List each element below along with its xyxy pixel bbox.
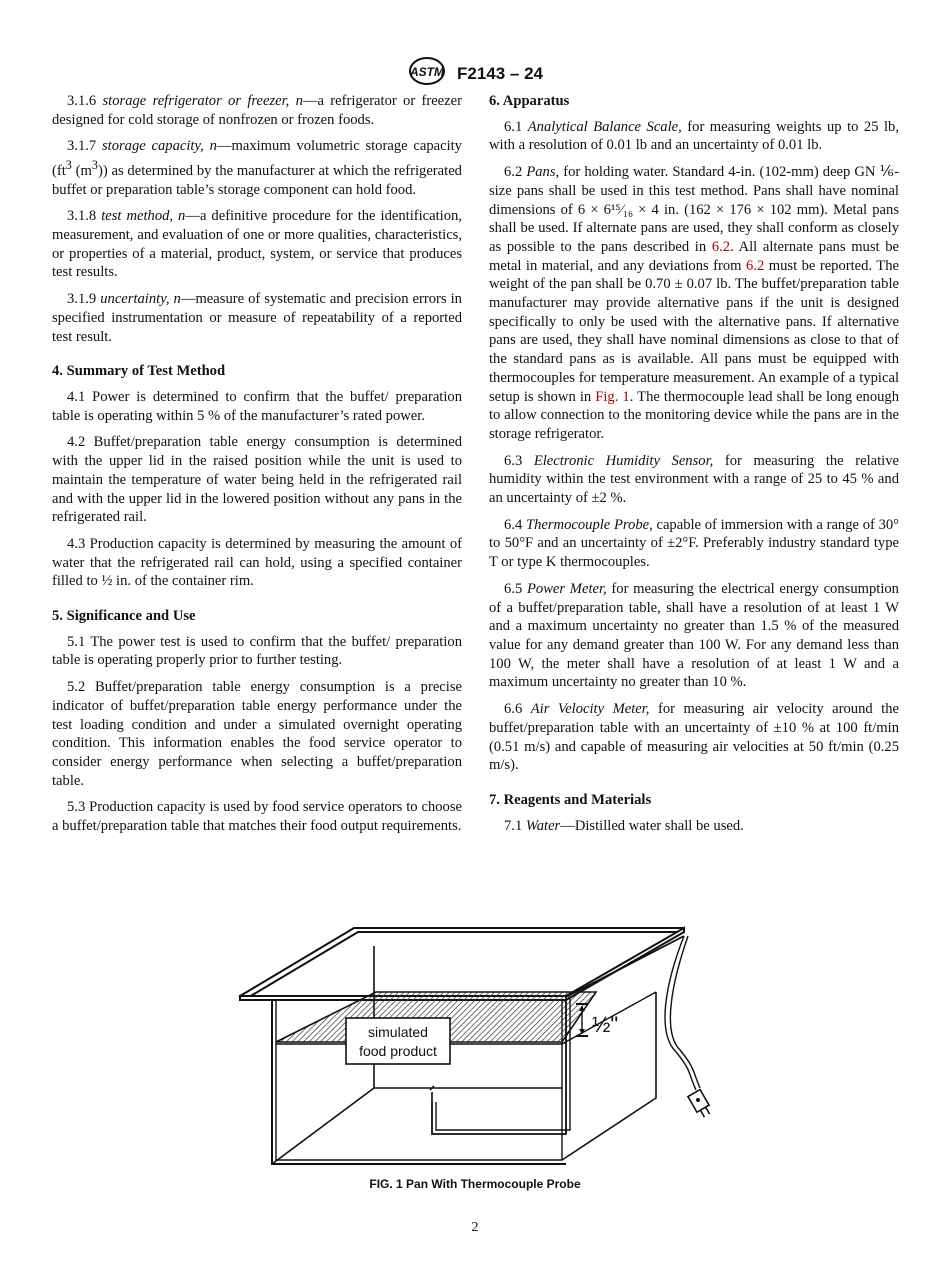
section-6-2: 6.2 Pans, for holding water. Standard 4-in. (102-mm) deep GN ⅙-size pans shall be used in this test method. Pans shall have nominal dimensions of 6 × 6¹⁵⁄₁₆ × 4 in. (162 × 176 × 102 mm). Metal pans shall be used. If alternate pans are used, they shall conform as closely as possible to the pans described in 6.2. All alternate pans must be metal in material, and any deviations from 6.2 must be reported. The weight of the pan shall be 0.70 ± 0.07 lb. The buffet/preparation table manufacturer may provide alternative pans if the unit is designed specifically to only be used with the alternative pans. If alternative pans are used, they shall have nominal dimensions as close to that of the standard pans as is available. All pans must be equipped with thermocouples for temperature measurement. An example of a typical setup is shown in Fig. 1. The thermocouple lead shall be long enough to allow connection to the monitoring device while the pans are in the storage refrigerator.	[489, 164, 900, 442]
section-5-3: 5.3 Production capacity is used by food service operators to choose a buffet/preparation table that matches their food output requirements.	[52, 799, 462, 835]
heading-reagents-and-materials: 7. Reagents and Materials	[489, 791, 652, 808]
section-3-1-7: 3.1.7 storage capacity, n—maximum volumetric storage capacity ($ft^3$ $(m^3)$) as determined by the manufacturer at which the refrigerated buffet or preparation table’s storage component can hold food.	[52, 138, 462, 198]
section-6-6: 6.6 Air Velocity Meter, for measuring air velocity around the buffet/preparation table with an uncertainty of ±10 % at 100 ft/min (0.51 m/s) and capable of measuring air velocities at 50 ft/min (0.25 m/s).	[489, 701, 900, 774]
right-column	[489, 92, 899, 843]
pan-rim-back	[240, 928, 684, 1000]
dimension-label: ½"	[592, 1012, 619, 1037]
section-6-3: 6.3 Electronic Humidity Sensor, for measuring the relative humidity within the test environment with a range of 25 to 45 % and an uncertainty of ±2 %.	[489, 452, 899, 507]
section-7-1: 7.1 Water—Distilled water shall be used.	[504, 817, 744, 834]
astm-logo	[407, 56, 447, 91]
heading-significance-and-use: 5. Significance and Use	[52, 608, 196, 625]
figure-pan-with-thermocouple	[236, 922, 716, 1174]
document-number: F2143 – 24	[456, 63, 543, 83]
section-4-1: 4.1 Power is determined to confirm that the buffet/ preparation table is operating within 5 % of the manufacturer’s rated power.	[52, 389, 462, 424]
heading-apparatus: 6. Apparatus	[489, 93, 570, 109]
section-4-2: 4.2 Buffet/preparation table energy consumption is determined with the upper lid in the raised position while the unit is used to maintain the temperature of water being held in the refrigerated rail and with the upper lid in the lowered position without any pans in the refrigerated rail.	[52, 434, 462, 526]
pan-rim-right	[566, 928, 684, 1000]
section-6-4: 6.4 Thermocouple Probe, capable of immersion with a range of 30° to 50°F and an uncertainty of ±2°F. Preferably industry standard type T or type K thermocouples.	[489, 516, 899, 571]
page-number: 2	[471, 1220, 479, 1235]
section-5-2: 5.2 Buffet/preparation table energy consumption is a precise indicator of buffet/preparation table energy performance under the test loading condition and under a simulated overnight operating condition. This information enables the food service operator to consider energy performance when selecting a buffet/preparation table.	[52, 679, 462, 789]
left-column	[52, 92, 462, 844]
ref-6-2-link[interactable]: 6.2	[746, 257, 765, 274]
figure-caption: FIG. 1 Pan With Thermocouple Probe	[369, 1177, 581, 1191]
page-header	[0, 56, 950, 91]
section-5-1: 5.1 The power test is used to confirm that the buffet/ preparation table is operating properly prior to further testing.	[52, 633, 462, 669]
logo-text: ASTM	[409, 65, 444, 79]
ref-6-2-link[interactable]: 6.2	[711, 238, 731, 255]
thermocouple-plug-icon	[688, 1090, 713, 1120]
section-3-1-9: 3.1.9 uncertainty, n—measure of systematic and precision errors in specified instrumentation or measure of repeatability of a reported test result.	[52, 291, 462, 345]
heading-summary-of-test-method: 4. Summary of Test Method	[52, 363, 226, 380]
pan-illustration	[236, 922, 716, 1174]
section-6-1: 6.1 Analytical Balance Scale, for measuring weights up to 25 lb, with a resolution of 0.01 lb and an uncertainty of 0.01 lb.	[489, 118, 899, 154]
section-3-1-8: 3.1.8 test method, n—a definitive procedure for the identification, measurement, and evaluation of one or more qualities, characteristics, or properties of a material, product, system, or service that produces test results.	[52, 208, 462, 281]
label-line-2: food product	[359, 1043, 437, 1059]
section-4-3: 4.3 Production capacity is determined by measuring the amount of water that the refrigerated rail can hold, using a specified container filled to ½ in. of the container rim.	[52, 535, 462, 590]
section-3-1-6: 3.1.6 storage refrigerator or freezer, n—a refrigerator or freezer designed for cold storage of nonfrozen or frozen foods.	[52, 93, 462, 128]
section-6-5: 6.5 Power Meter, for measuring the electrical energy consumption of a buffet/preparation table, shall have a resolution of at least 1 W and a maximum uncertainty no greater than 1.5 % of the measured value for any demand greater than 100 W. For any demand less than 100 W, the meter shall have a resolution of at least 1 W and a maximum uncertainty no greater than 10 %.	[489, 580, 899, 691]
label-line-1: simulated	[368, 1024, 428, 1040]
pan-floor-edge	[272, 1088, 374, 1164]
ref-fig-1-link[interactable]: Fig. 1	[595, 388, 630, 405]
